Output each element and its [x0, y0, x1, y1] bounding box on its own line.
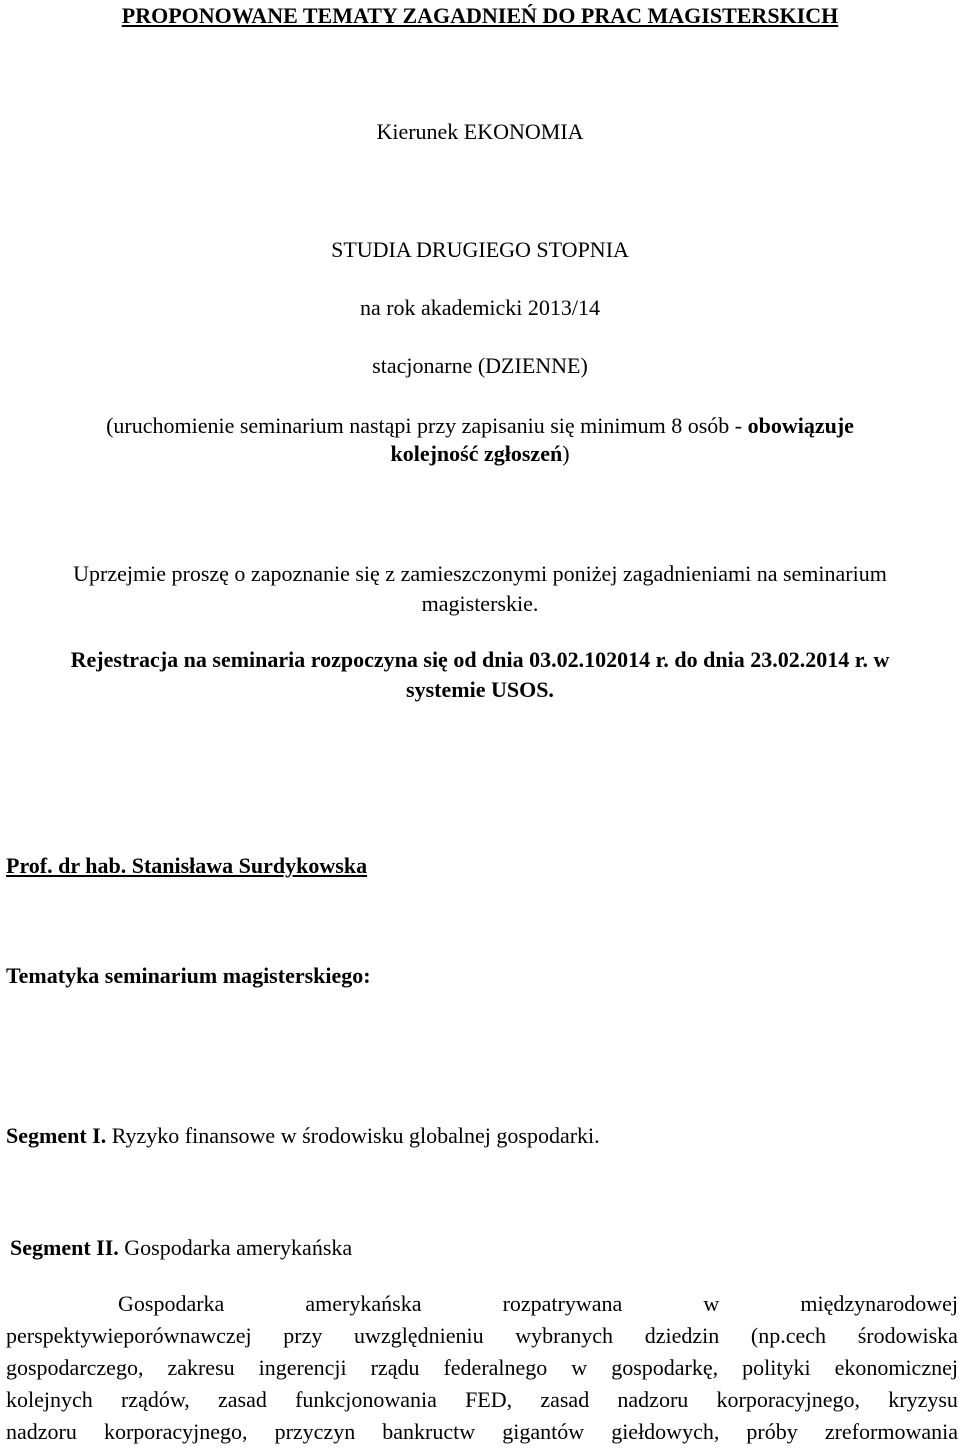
description-word: kryzysu	[888, 1387, 958, 1412]
description-word: (np.cech	[750, 1323, 827, 1348]
segment-2	[10, 1234, 956, 1262]
description-word: rządów,	[120, 1387, 190, 1412]
registration-line-2: systemie USOS.	[406, 677, 554, 702]
description-word: amerykańska	[305, 1291, 422, 1316]
description-line-5	[6, 1418, 958, 1446]
description-word: w	[571, 1355, 588, 1380]
description-word: wybranych	[515, 1323, 614, 1348]
note-emphasis: obowiązuje	[747, 413, 854, 438]
study-mode: stacjonarne (DZIENNE)	[372, 353, 588, 378]
description-word: ekonomicznej	[834, 1355, 958, 1380]
field-of-study: Kierunek EKONOMIA	[376, 119, 584, 144]
study-level: STUDIA DRUGIEGO STOPNIA	[331, 237, 629, 262]
supervisor-name: Prof. dr hab. Stanisława Surdykowska	[6, 853, 368, 878]
description-word: nadzoru	[6, 1419, 77, 1444]
description-word: w	[703, 1291, 720, 1316]
description-word: polityki	[742, 1355, 811, 1380]
segment-1-title: Ryzyko finansowe w środowisku globalnej gospodarki.	[106, 1123, 600, 1148]
description-word: korporacyjnego,	[716, 1387, 861, 1412]
description-line-2	[6, 1322, 958, 1350]
segment-1	[6, 1122, 956, 1150]
description-word: zasad	[540, 1387, 590, 1412]
description-line-4	[6, 1386, 958, 1414]
note-emphasis-2: kolejność zgłoszeń	[390, 441, 563, 466]
description-word: próby	[746, 1419, 798, 1444]
description-word: uwzględnieniu	[354, 1323, 484, 1348]
description-word: przyczyn	[274, 1419, 356, 1444]
segment-2-title: Gospodarka amerykańska	[118, 1235, 353, 1260]
description-word: zasad	[218, 1387, 267, 1412]
description-word: rozpatrywana	[502, 1291, 623, 1316]
note-text: (uruchomienie seminarium nastąpi przy zapisaniu się minimum 8 osób -	[106, 413, 748, 438]
description-word: federalnego	[443, 1355, 548, 1380]
description-word: międzynarodowej	[800, 1291, 958, 1316]
note-line-1	[0, 412, 960, 440]
intro-line-1: Uprzejmie proszę o zapoznanie się z zamieszczonymi poniżej zagadnieniami na seminarium	[73, 561, 887, 586]
description-word: kolejnych	[6, 1387, 93, 1412]
description-line-1	[118, 1290, 958, 1318]
document-title: PROPONOWANE TEMATY ZAGADNIEŃ DO PRAC MAGISTERSKICH	[121, 3, 839, 28]
description-word: nadzoru	[617, 1387, 689, 1412]
description-word: zakresu	[167, 1355, 235, 1380]
academic-year: na rok akademicki 2013/14	[359, 295, 601, 320]
description-word: perspektywieporównawczej	[6, 1323, 252, 1348]
segment-1-label: Segment I.	[6, 1123, 107, 1148]
description-word: przy	[283, 1323, 323, 1348]
description-word: gospodarczego,	[6, 1355, 144, 1380]
description-word: rządu	[370, 1355, 420, 1380]
note-line-2	[0, 440, 960, 468]
description-word: środowiska	[857, 1323, 958, 1348]
description-word: dziedzin	[644, 1323, 720, 1348]
description-word: korporacyjnego,	[103, 1419, 248, 1444]
description-word: bankructw	[382, 1419, 476, 1444]
description-word: ingerencji	[258, 1355, 347, 1380]
segment-2-label: Segment II.	[10, 1235, 119, 1260]
intro-line-2: magisterskie.	[421, 591, 539, 616]
description-word: gigantów	[502, 1419, 585, 1444]
description-word: funkcjonowania	[295, 1387, 437, 1412]
note-close: )	[562, 441, 570, 466]
description-word: giełdowych,	[611, 1419, 720, 1444]
description-line-3	[6, 1354, 958, 1382]
registration-line-1: Rejestracja na seminaria rozpoczyna się od dnia 03.02.102014 r. do dnia 23.02.2014 r. w	[70, 647, 890, 672]
description-word: Gospodarka	[118, 1291, 225, 1316]
description-word: gospodarkę,	[611, 1355, 719, 1380]
description-word: FED,	[465, 1387, 513, 1412]
topics-heading: Tematyka seminarium magisterskiego:	[6, 963, 371, 988]
description-word: zreformowania	[824, 1419, 958, 1444]
